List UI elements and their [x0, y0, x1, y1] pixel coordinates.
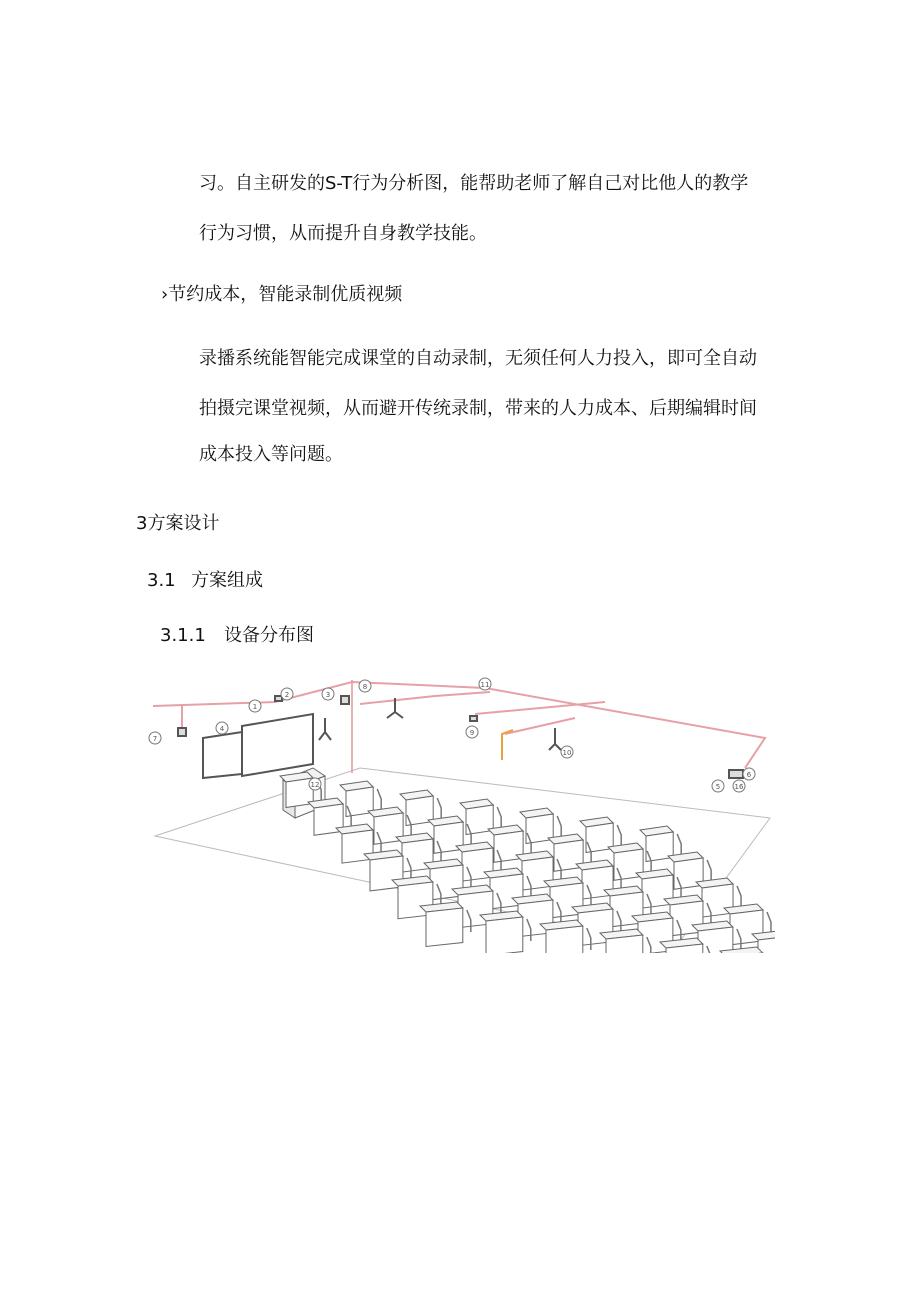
bullet-item — [161, 283, 402, 307]
paragraph-line: 拍摄完课堂视频，从而避开传统录制，带来的人力成本、后期编辑时间 — [199, 398, 757, 419]
paragraph-line: 成本投入等问题。 — [199, 444, 343, 465]
label-text: 6 — [746, 771, 752, 779]
device-label — [733, 780, 745, 792]
chair — [557, 816, 561, 838]
device-label — [712, 780, 724, 792]
label-text: 11 — [480, 681, 490, 689]
label-text: 10 — [562, 749, 572, 757]
chair — [497, 807, 501, 829]
section-heading: 3方案设计 — [136, 513, 220, 534]
bullet-marker: › — [161, 284, 169, 305]
device-label — [281, 688, 293, 700]
device-label — [322, 688, 334, 700]
label-text: 9 — [469, 729, 475, 737]
highlight-cable — [502, 730, 513, 760]
subsubsection-title: 设备分布图 — [224, 625, 314, 646]
device-label — [359, 680, 371, 692]
label-text: 12 — [310, 781, 320, 789]
label-text: 1 — [252, 703, 258, 711]
chair — [617, 825, 621, 847]
desk-front — [486, 917, 523, 953]
device-label — [249, 700, 261, 712]
label-text: 16 — [734, 783, 744, 791]
student-desks — [280, 772, 775, 953]
label-text: 3 — [325, 691, 331, 699]
subsubsection-heading — [160, 624, 314, 648]
label-text: 5 — [715, 783, 721, 791]
subsection-title: 方案组成 — [191, 570, 263, 591]
device-label — [309, 778, 321, 790]
label-text: 4 — [219, 725, 225, 733]
label-text: 7 — [152, 735, 158, 743]
chair — [677, 834, 681, 856]
device-label — [479, 678, 491, 690]
paragraph-line: 录播系统能智能完成课堂的自动录制，无须任何人力投入，即可全自动 — [199, 348, 757, 369]
desk-front — [426, 908, 463, 947]
subsubsection-number: 3.1.1 — [160, 625, 206, 646]
subsection-number: 3.1 — [147, 570, 176, 591]
subsection-heading — [147, 569, 263, 593]
chair — [737, 886, 741, 908]
label-text: 2 — [284, 691, 290, 699]
device-label — [466, 726, 478, 738]
chair — [377, 789, 381, 811]
bullet-text: 节约成本，智能录制优质视频 — [168, 284, 403, 305]
student-desk — [420, 902, 471, 947]
equipment-layout-diagram — [145, 668, 775, 953]
chair — [437, 798, 441, 820]
paragraph-line: 习。自主研发的S-T行为分析图，能帮助老师了解自己对比他人的教学 — [199, 173, 749, 194]
label-text: 8 — [362, 683, 368, 691]
device-label — [216, 722, 228, 734]
device-label — [561, 746, 573, 758]
desk-front — [546, 926, 583, 953]
device-label — [149, 732, 161, 744]
device-label — [743, 768, 755, 780]
chair — [707, 860, 711, 882]
chair — [767, 912, 771, 934]
student-desk — [480, 911, 531, 953]
paragraph-line: 行为习惯，从而提升自身教学技能。 — [199, 223, 487, 244]
